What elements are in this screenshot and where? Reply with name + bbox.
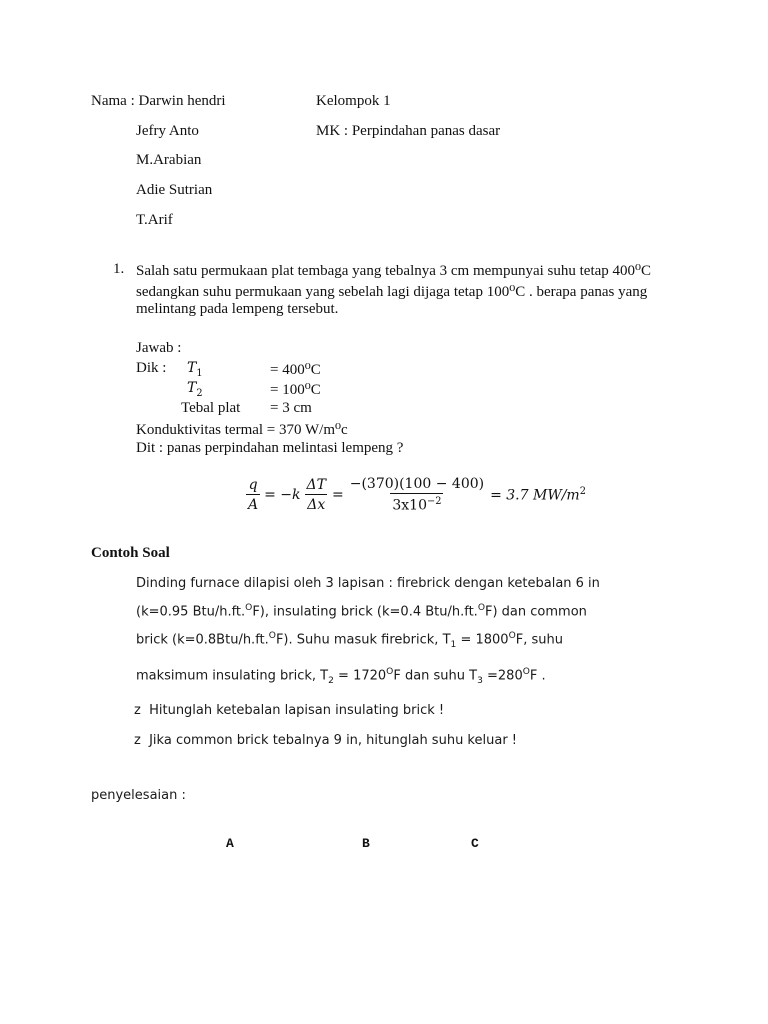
- example-text-line: maksimum insulating brick, $T_2 = 1720^OF$ dan suhu $T_3 =280^OF$ .: [136, 667, 546, 686]
- formula-result: = 3.7 $MW/m^2$: [490, 486, 586, 504]
- problem-number: 1.: [113, 261, 125, 277]
- bullet-icon: z: [134, 733, 141, 748]
- member-name: M.Arabian: [136, 152, 202, 168]
- bullet-item: z Jika common brick tebalnya 9 in, hitunglah suhu keluar !: [134, 733, 518, 748]
- bullet-icon: z: [134, 703, 141, 718]
- t2-value: = 100⁰C: [270, 382, 321, 398]
- thickness-value: = 3 cm: [270, 400, 312, 416]
- thickness-label: Tebal plat: [181, 400, 241, 416]
- problem-text-line: melintang pada lempeng tersebut.: [136, 301, 339, 317]
- section-title: Contoh Soal: [91, 545, 170, 561]
- delta-fraction: $\frac{\Delta T}{\Delta x}$: [306, 476, 326, 513]
- asked-line: Dit : panas perpindahan melintasi lempeng ?: [136, 440, 404, 456]
- column-label-a: A: [226, 836, 234, 851]
- example-text-line: (k=0.95 Btu/h.ft.$^O$F), insulating brick (k=0.4 Btu/h.ft.$^O$F) dan common: [136, 603, 587, 620]
- course-label: MK : Perpindahan panas dasar: [316, 123, 501, 139]
- solution-label: penyelesaian :: [91, 788, 186, 803]
- answer-label: Jawab :: [136, 340, 182, 356]
- problem-text-line: sedangkan suhu permukaan yang sebelah lagi dijaga tetap 100⁰C . berapa panas yang: [136, 284, 648, 300]
- given-label: Dik :: [136, 360, 167, 376]
- q-over-a-fraction: $\frac{q}{A}$: [248, 476, 259, 513]
- problem-text-line: Salah satu permukaan plat tembaga yang tebalnya 3 cm mempunyai suhu tetap 400⁰C: [136, 263, 652, 279]
- group-label: Kelompok 1: [316, 93, 391, 109]
- t1-symbol: $T_1$: [187, 360, 203, 379]
- t2-symbol: $T_2$: [187, 380, 203, 399]
- t1-value: = 400⁰C: [270, 362, 321, 378]
- bullet-item: z Hitunglah ketebalan lapisan insulating brick !: [134, 703, 445, 718]
- member-name: Jefry Anto: [136, 123, 199, 139]
- conductivity-line: Konduktivitas termal = 370 W/m⁰c: [136, 422, 348, 438]
- heat-flux-formula: [246, 476, 586, 514]
- column-label-b: B: [362, 836, 370, 851]
- numeric-fraction: $\frac{-(370)(100 - 400)}{3x10^{-2}}$: [349, 476, 485, 514]
- equals-sign: =: [331, 486, 344, 503]
- example-text-line: brick (k=0.8Btu/h.ft.$^O$F). Suhu masuk firebrick, $T_1 = 1800^OF$, suhu: [136, 631, 563, 650]
- column-label-c: C: [471, 836, 479, 851]
- member-name: T.Arif: [136, 212, 173, 228]
- minus-k: = −k: [264, 486, 301, 503]
- name-label: Nama : Darwin hendri: [91, 93, 226, 109]
- member-name: Adie Sutrian: [136, 182, 213, 198]
- example-text-line: Dinding furnace dilapisi oleh 3 lapisan : firebrick dengan ketebalan 6 in: [136, 576, 600, 591]
